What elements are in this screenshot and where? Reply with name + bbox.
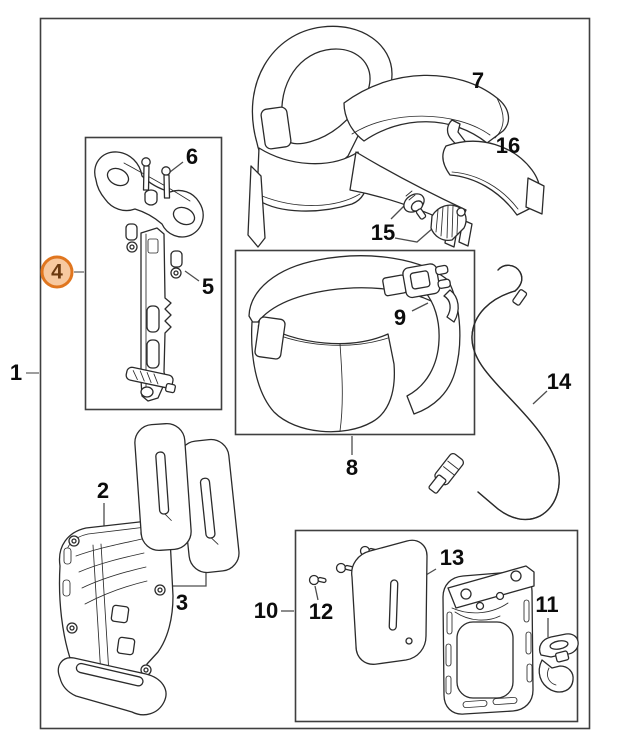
- rail-hole-2: [147, 340, 159, 368]
- spacer-right: [171, 251, 182, 267]
- shoulder-pad-16-tab: [526, 178, 544, 214]
- callout-9-label[interactable]: 9: [393, 305, 407, 330]
- part-4-bracket-assembly-drawing: [95, 152, 203, 401]
- callout-5-label[interactable]: 5: [201, 274, 215, 299]
- leader-9: [412, 303, 428, 311]
- callout-14-label[interactable]: 14: [546, 369, 572, 394]
- leader-12: [315, 586, 318, 600]
- bracket-knob: [145, 194, 157, 205]
- callout-13-label[interactable]: 13: [439, 545, 465, 570]
- leader-6: [170, 162, 183, 172]
- callout-3-label[interactable]: 3: [175, 590, 189, 615]
- belt-left-pocket: [254, 316, 285, 359]
- callout-11-label[interactable]: 11: [535, 592, 559, 617]
- shoulder-pad-16: [443, 141, 540, 215]
- clip-11: [539, 634, 578, 692]
- leader-5: [185, 271, 199, 281]
- rail-hole-1: [147, 306, 159, 332]
- callout-7-label[interactable]: 7: [471, 68, 485, 93]
- callout-6-label[interactable]: 6: [185, 144, 199, 169]
- callout-8-label[interactable]: 8: [345, 455, 359, 480]
- nut-right: [171, 268, 181, 278]
- callout-2-label[interactable]: 2: [96, 478, 110, 503]
- backplate-hole-1: [111, 605, 129, 623]
- rail-foot-tab: [165, 383, 175, 393]
- cover-plate-13-slot: [389, 580, 398, 630]
- callout-16-label[interactable]: 16: [495, 133, 521, 158]
- rail-top-detail: [148, 239, 158, 253]
- leader-15b: [395, 228, 433, 242]
- strap-end-clip: [426, 452, 465, 496]
- harness-left-patch: [260, 106, 291, 149]
- subassembly-box-part10: [296, 531, 578, 722]
- strap-band-outline: [472, 291, 559, 520]
- callout-4-highlight[interactable]: [41, 256, 74, 289]
- frame-plate: [443, 566, 534, 714]
- strap-hook-fill: [498, 265, 522, 291]
- leader-14: [533, 391, 547, 404]
- strap-band-fill: [472, 291, 559, 520]
- screw-6a: [142, 158, 150, 190]
- rail-foot-hole: [141, 387, 153, 397]
- callout-4-label: 4: [51, 260, 63, 283]
- cover-plate-13: [352, 540, 427, 664]
- backplate-hole-2: [117, 637, 135, 655]
- part-8-belt-drawing: [249, 256, 460, 432]
- callout-15-label[interactable]: 15: [370, 220, 396, 245]
- callout-1-label[interactable]: 1: [9, 360, 23, 385]
- spacer-left: [126, 224, 137, 240]
- callout-10-label[interactable]: 10: [253, 598, 279, 623]
- screw-12b: [337, 564, 354, 573]
- screw-12a: [310, 576, 327, 585]
- nut-left: [127, 242, 137, 252]
- callout-12-label[interactable]: 12: [308, 599, 334, 624]
